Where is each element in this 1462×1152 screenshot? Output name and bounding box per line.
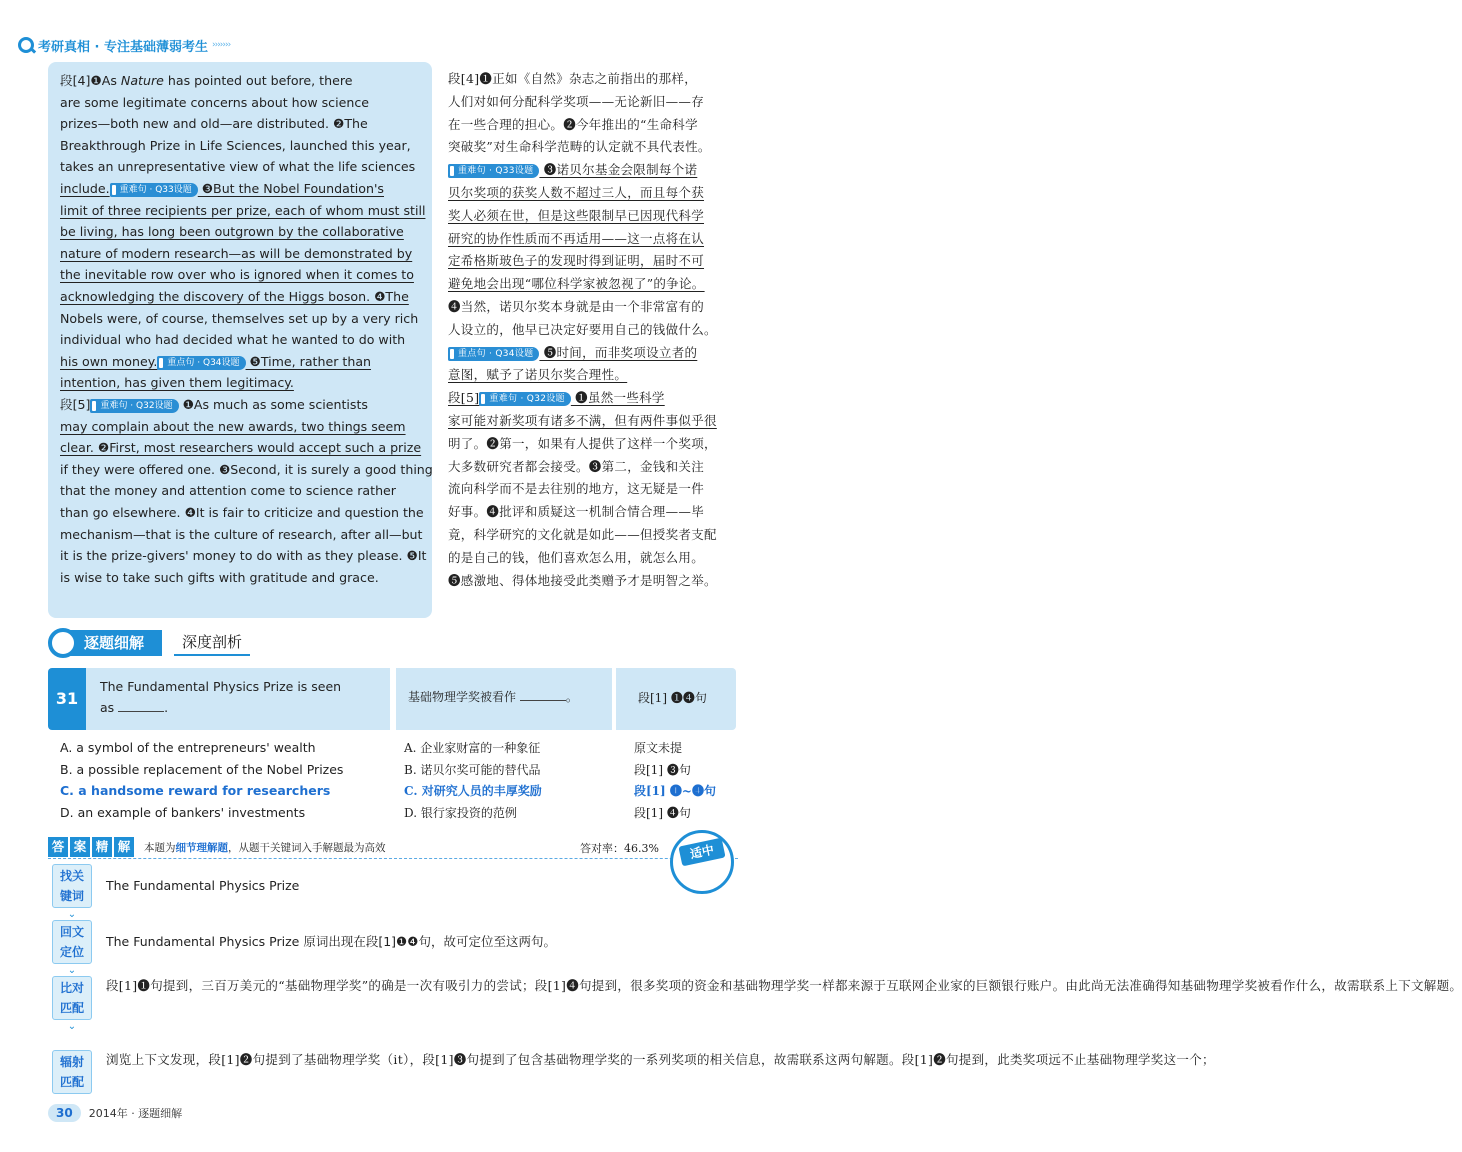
en-line bbox=[60, 113, 422, 134]
zh-line bbox=[448, 68, 740, 90]
step-text: The Fundamental Physics Prize bbox=[106, 878, 300, 893]
en-line bbox=[60, 200, 426, 221]
step-label: 回文 定位 bbox=[52, 920, 92, 964]
zh-line-text: ❹当然，诺贝尔奖本身就是由一个非常富有的 bbox=[448, 299, 705, 314]
zh-line-text: 人设立的，他早已决定好要用自己的钱做什么。 bbox=[448, 322, 717, 337]
option-zh: C. 对研究人员的丰厚奖励 bbox=[404, 784, 542, 798]
question-stem-zh bbox=[396, 668, 612, 730]
zh-line-text: ❸诺贝尔基金会限制每个诺 bbox=[539, 162, 698, 177]
option-en: A. a symbol of the entrepreneurs' wealth bbox=[60, 740, 316, 755]
en-line bbox=[60, 329, 422, 350]
paragraph-label: include. bbox=[60, 181, 110, 196]
answer-box-4: 解 bbox=[114, 837, 134, 857]
option-zh: B. 诺贝尔奖可能的替代品 bbox=[404, 763, 541, 777]
zh-line-text: 好事。❹批评和质疑这一机制合情合理——毕 bbox=[448, 504, 705, 519]
en-line bbox=[60, 92, 422, 113]
zh-line bbox=[448, 524, 740, 546]
zh-line bbox=[448, 478, 740, 500]
en-line-text: if they were offered one. ❸Second, it is surely a good thing bbox=[60, 462, 433, 477]
zh-line bbox=[448, 319, 740, 341]
key-sentence-tag: 重难句 · Q33设题 bbox=[110, 183, 198, 197]
en-line-text: that the money and attention come to science rather bbox=[60, 483, 396, 498]
question-stem-line2: as bbox=[100, 700, 115, 715]
page-header bbox=[18, 34, 230, 56]
zh-line bbox=[448, 570, 740, 592]
zh-line bbox=[448, 387, 740, 409]
zh-line-text: 流向科学而不是去往别的地方，这无疑是一件 bbox=[448, 481, 705, 496]
option-loc: 原文未提 bbox=[634, 741, 683, 755]
en-line bbox=[60, 394, 422, 415]
question-stem-end: . bbox=[164, 700, 169, 715]
option-en: C. a handsome reward for researchers bbox=[60, 783, 331, 798]
en-line-text: ❸But the Nobel Foundation's bbox=[197, 181, 384, 196]
step-text: 段[1]❶句提到，三百万美元的“基础物理学奖”的确是一次有吸引力的尝试；段[1]❹句提到，很多奖项的资金和基础物理学奖一样都来源于互联网企业家的巨额银行账户。由此尚无法准确得知基础物理学奖被看作什么，故需联系上下文解题。 bbox=[106, 978, 1462, 993]
section-title bbox=[48, 628, 250, 658]
zh-line-text: ❶虽然一些科学 bbox=[570, 390, 665, 405]
en-line bbox=[60, 308, 422, 329]
section-title-sub: 深度剖析 bbox=[174, 630, 250, 656]
zh-line-text: ❺时间，而非奖项设立者的 bbox=[539, 345, 698, 360]
zh-line-text: 避免地会出现“哪位科学家被忽视了”的争论。 bbox=[448, 276, 705, 291]
zh-line-text: 突破奖”对生命科学范畴的认定就不具代表性。 bbox=[448, 139, 711, 154]
en-line bbox=[60, 480, 422, 501]
zh-line bbox=[448, 205, 740, 227]
footer-title: 2014年 · 逐题细解 bbox=[88, 1107, 183, 1120]
zh-line-text: 定希格斯玻色子的发现时得到证明，届时不可 bbox=[448, 253, 705, 268]
zh-line-text: 在一些合理的担心。❷今年推出的“生命科学 bbox=[448, 117, 698, 132]
zh-line bbox=[448, 136, 740, 158]
en-line-text: than go elsewhere. ❹It is fair to criticize and question the bbox=[60, 505, 424, 520]
en-line bbox=[60, 372, 422, 393]
zh-line bbox=[448, 547, 740, 569]
divider bbox=[48, 858, 738, 859]
answer-blank bbox=[118, 700, 164, 712]
question-stem-zh-text: 基础物理学奖被看作 bbox=[408, 690, 517, 704]
en-line-text: mechanism—that is the culture of research, after all—but bbox=[60, 527, 423, 542]
en-line bbox=[60, 567, 422, 588]
zh-line bbox=[448, 296, 740, 318]
zh-line-text: 贝尔奖项的获奖人数不超过三人，而且每个获 bbox=[448, 185, 705, 200]
zh-line-text: 的是自己的钱，他们喜欢怎么用，就怎么用。 bbox=[448, 550, 705, 565]
zh-line-text: 研究的协作性质而不再适用——这一点将在认 bbox=[448, 231, 705, 246]
zh-line bbox=[448, 273, 740, 295]
en-line-text: ❺Time, rather than bbox=[245, 354, 372, 369]
question-location bbox=[616, 668, 736, 730]
en-line-text: it is the prize-givers' money to do with as they please. ❺It bbox=[60, 548, 427, 563]
step-label: 比对 匹配 bbox=[52, 976, 92, 1020]
question-stem-zh-end: 。 bbox=[565, 690, 578, 704]
chevron-down-icon: ⌄ bbox=[67, 1021, 77, 1032]
option-zh: A. 企业家财富的一种象征 bbox=[404, 741, 541, 755]
paragraph-label: 段[5] bbox=[448, 390, 480, 405]
en-line bbox=[60, 70, 422, 91]
zh-line-text: 竟，科学研究的文化就是如此——但授奖者支配 bbox=[448, 527, 717, 542]
en-line bbox=[60, 545, 427, 566]
en-line-text: individual who had decided what he wanted to do with bbox=[60, 332, 406, 347]
en-line-text: prizes—both new and old—are distributed. ❷The bbox=[60, 116, 368, 131]
zh-line-text: 段[4]❶正如《自然》杂志之前指出的那样， bbox=[448, 71, 698, 86]
en-line bbox=[60, 264, 422, 285]
en-line bbox=[60, 351, 422, 372]
correct-rate: 答对率：46.3% bbox=[580, 842, 659, 855]
question-number: 31 bbox=[48, 668, 86, 730]
zh-line bbox=[448, 250, 740, 272]
paragraph-label: 段[5] bbox=[60, 397, 91, 412]
en-line-text: Breakthrough Prize in Life Sciences, launched this year, bbox=[60, 138, 411, 153]
en-line bbox=[60, 524, 422, 545]
header-arrows-icon: ››››››› bbox=[212, 40, 231, 50]
search-logo-icon bbox=[18, 37, 34, 53]
key-sentence-tag: 重点句 · Q34设题 bbox=[157, 356, 245, 370]
en-line bbox=[60, 416, 422, 437]
zh-line-text: 家可能对新奖项有诸多不满，但有两件事似乎很 bbox=[448, 413, 717, 428]
zh-line bbox=[448, 410, 740, 432]
en-line bbox=[60, 286, 422, 307]
zh-line-text: 人们对如何分配科学奖项——无论新旧——存 bbox=[448, 94, 705, 109]
question-location-text: 段[1] ❶❹句 bbox=[638, 691, 707, 705]
answer-note: 本题为细节理解题，从题干关键词入手解题最为高效 bbox=[144, 841, 386, 854]
en-line bbox=[60, 178, 422, 199]
en-line bbox=[60, 502, 422, 523]
en-line bbox=[60, 243, 422, 264]
zh-line-text: 意图，赋予了诺贝尔奖合理性。 bbox=[448, 367, 628, 382]
en-line-text: has pointed out before, there bbox=[163, 73, 353, 88]
zh-line bbox=[448, 91, 740, 113]
en-line-text: may complain about the new awards, two things seem bbox=[60, 419, 406, 434]
zh-line bbox=[448, 342, 740, 364]
en-line-text: takes an unrepresentative view of what the life sciences bbox=[60, 159, 416, 174]
answer-box-3: 精 bbox=[92, 837, 112, 857]
en-line-text: are some legitimate concerns about how science bbox=[60, 95, 370, 110]
key-sentence-tag: 重难句 · Q32设题 bbox=[479, 392, 570, 406]
key-sentence-tag: 重难句 · Q33设题 bbox=[448, 164, 539, 178]
zh-line bbox=[448, 456, 740, 478]
question-stem-line1: The Fundamental Physics Prize is seen bbox=[100, 679, 342, 694]
answer-box-1: 答 bbox=[48, 837, 68, 857]
section-title-main: 逐题细解 bbox=[64, 630, 162, 656]
step-text: 浏览上下文发现，段[1]❷句提到了基础物理学奖（it），段[1]❸句提到了包含基础物理学奖的一系列奖项的相关信息，故需联系这两句解题。段[1]❷句提到，此类奖项远不止基础物理学奖这一个； bbox=[106, 1052, 1215, 1067]
en-line-text: clear. ❷First, most researchers would accept such a prize bbox=[60, 440, 422, 455]
en-line bbox=[60, 156, 422, 177]
answer-box-2: 案 bbox=[70, 837, 90, 857]
answer-banner bbox=[48, 836, 386, 858]
en-line bbox=[60, 459, 433, 480]
magnifier-icon bbox=[48, 628, 78, 658]
key-sentence-tag: 重难句 · Q32设题 bbox=[90, 399, 178, 413]
zh-line bbox=[448, 364, 740, 386]
option-en: D. an example of bankers' investments bbox=[60, 805, 306, 820]
italic-title: Nature bbox=[120, 73, 164, 88]
step-label: 辐射 匹配 bbox=[52, 1050, 92, 1094]
en-line-text: be living, has long been outgrown by the collaborative bbox=[60, 224, 404, 239]
zh-line bbox=[448, 159, 740, 181]
en-line-text: nature of modern research—as will be demonstrated by bbox=[60, 246, 413, 261]
zh-line-text: 奖人必须在世，但是这些限制早已因现代科学 bbox=[448, 208, 705, 223]
paragraph-label: his own money. bbox=[60, 354, 158, 369]
chevron-down-icon: ⌄ bbox=[67, 909, 77, 920]
zh-line bbox=[448, 228, 740, 250]
difficulty-badge: 适中 bbox=[678, 838, 725, 867]
option-loc: 段[1] ❹句 bbox=[634, 806, 691, 820]
en-line-text: is wise to take such gifts with gratitude and grace. bbox=[60, 570, 379, 585]
chevron-down-icon: ⌄ bbox=[67, 965, 77, 976]
zh-line-text: 大多数研究者都会接受。❸第二，金钱和关注 bbox=[448, 459, 705, 474]
en-line-text: acknowledging the discovery of the Higgs boson. ❹The bbox=[60, 289, 409, 304]
option-loc: 段[1] ❶~❹句 bbox=[634, 784, 716, 798]
question-stem-en bbox=[86, 668, 390, 730]
en-line-text: intention, has given them legitimacy. bbox=[60, 375, 294, 390]
option-loc: 段[1] ❸句 bbox=[634, 763, 691, 777]
zh-line bbox=[448, 114, 740, 136]
zh-line bbox=[448, 182, 740, 204]
en-line-text: the inevitable row over who is ignored when it comes to bbox=[60, 267, 414, 282]
en-line-text: ❶As much as some scientists bbox=[178, 397, 368, 412]
zh-line-text: 明了。❷第一，如果有人提供了这样一个奖项， bbox=[448, 436, 717, 451]
page-number: 30 bbox=[48, 1104, 81, 1122]
zh-line bbox=[448, 433, 740, 455]
header-title: 考研真相 · 专注基础薄弱考生 bbox=[38, 39, 208, 55]
en-line bbox=[60, 437, 422, 458]
paragraph-label: 段[4]❶As bbox=[60, 73, 121, 88]
en-line bbox=[60, 135, 422, 156]
page-footer bbox=[48, 1104, 182, 1122]
option-zh: D. 银行家投资的范例 bbox=[404, 806, 517, 820]
en-line bbox=[60, 221, 422, 242]
key-sentence-tag: 重点句 · Q34设题 bbox=[448, 347, 539, 361]
answer-blank-zh bbox=[520, 689, 566, 701]
step-text: The Fundamental Physics Prize 原词出现在段[1]❶❹句，故可定位至这两句。 bbox=[106, 934, 556, 949]
zh-line-text: ❺感激地、得体地接受此类赠予才是明智之举。 bbox=[448, 573, 717, 588]
step-label: 找关 键词 bbox=[52, 864, 92, 908]
option-en: B. a possible replacement of the Nobel Prizes bbox=[60, 762, 344, 777]
en-line-text: limit of three recipients per prize, each of whom must still bbox=[60, 203, 426, 218]
zh-line bbox=[448, 501, 740, 523]
en-line-text: Nobels were, of course, themselves set up by a very rich bbox=[60, 311, 419, 326]
